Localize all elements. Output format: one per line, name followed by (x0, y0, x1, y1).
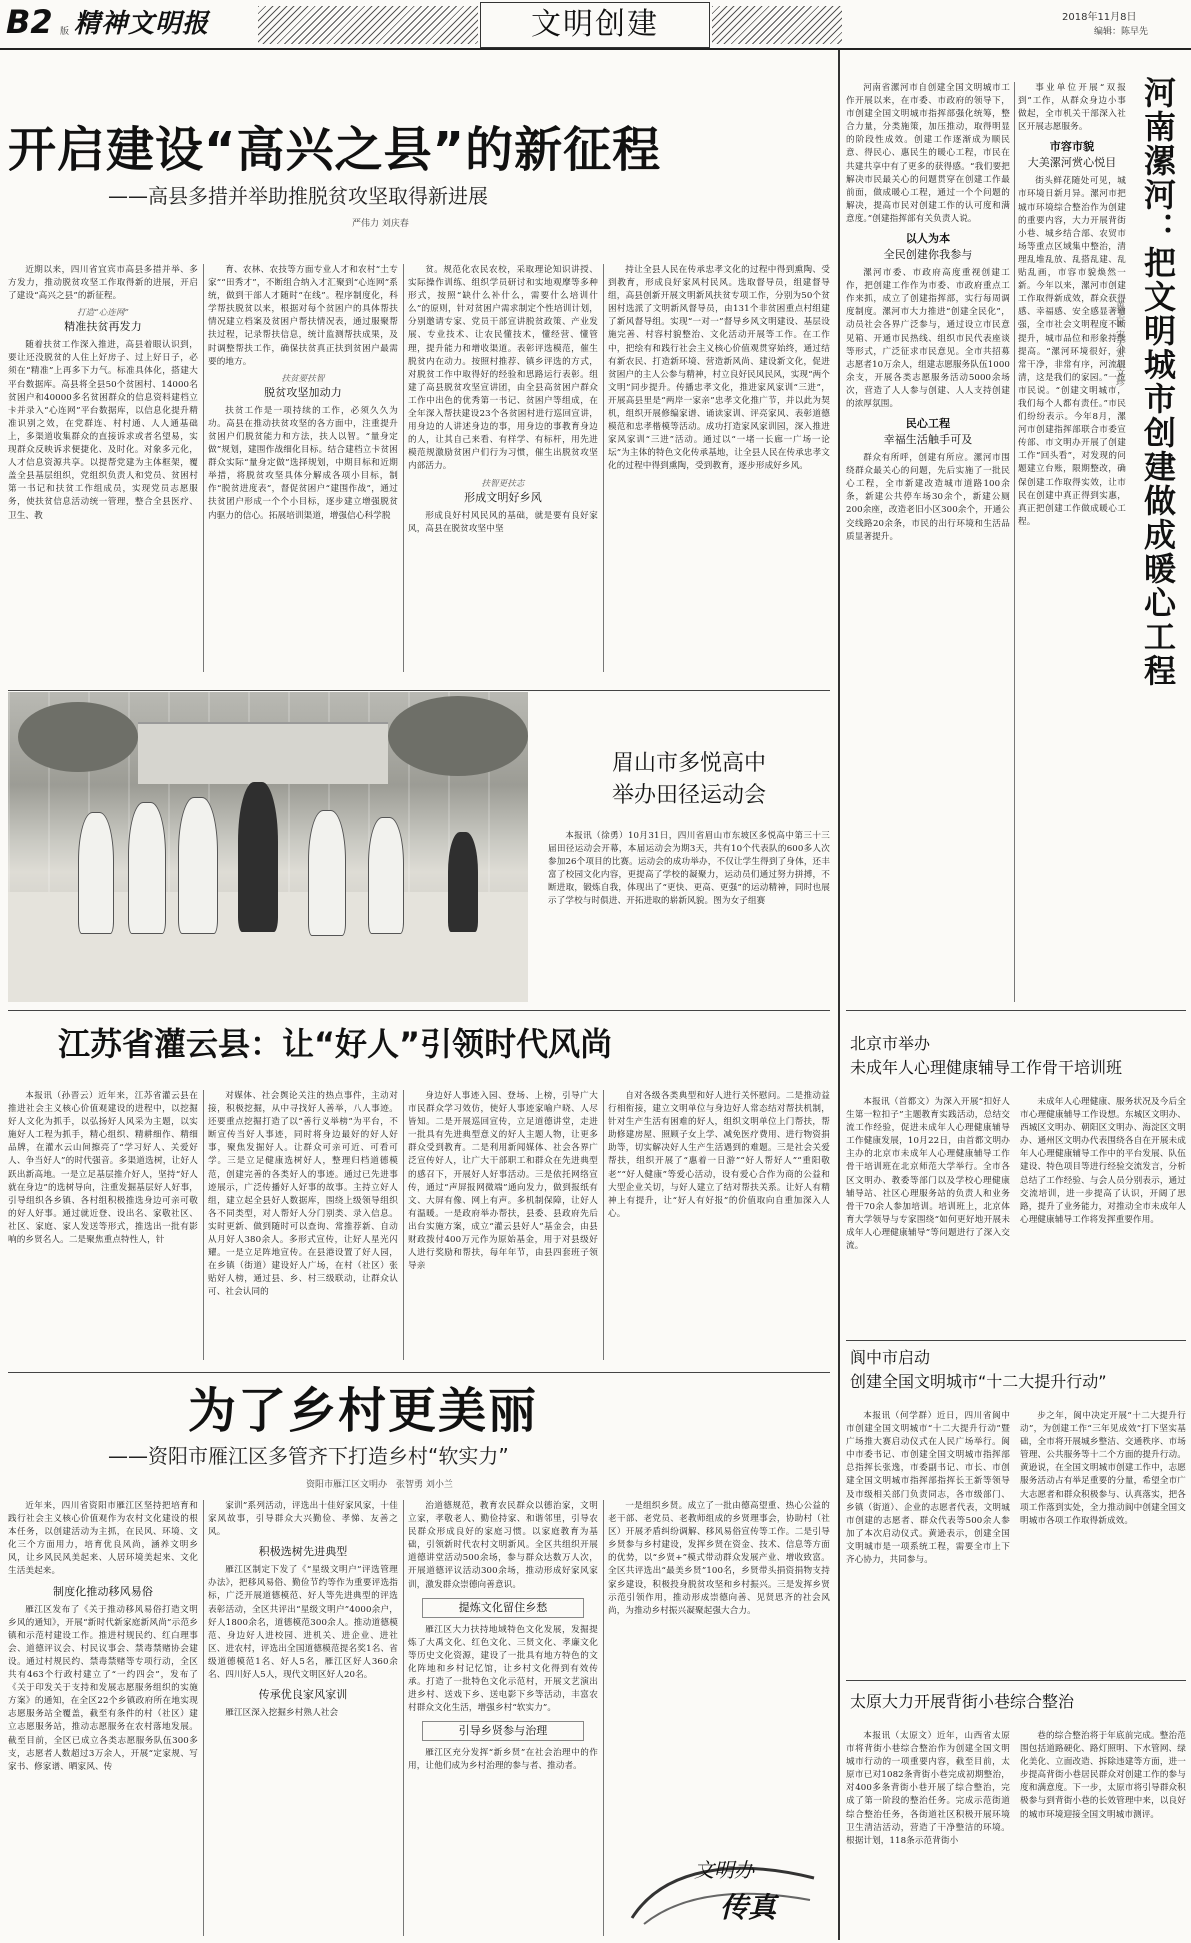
a3-bottom-rule (8, 1372, 830, 1373)
a2-bottom-rule (8, 1010, 830, 1011)
a4-col-4 (608, 1500, 830, 1836)
a3-col2-para: 对媒体、社会舆论关注的热点事件，主动对接，积极挖掘，从中寻找好人善举，八人事迹。还要重点挖掘打造了以“善行义举榜”为平台，不断宣传当好人事迹，同时将身边最好的好人好事，聚焦发掘好人。让群众可亲可近、可看可学。三是立足健康选树好人，整理归档道德模范，创建完善的各类好人的事迹。通过已先进事迹展示，广泛传播好人好事的故事。主持立好人组，建立起全县好人数据库，围绕上级领导组织各不同类型，对人帮好人分门别类、录入信息。实时更新、做到随时可以查询、常推荐新、自动从月好人380余人。多形式宣传，让好人星光闪耀。一是立足阵地宣传。在县港设置了好人园，在乡镇（街道）建设好人广场，在村（社区）张贴好人榜，通过县、乡、村三级联动，让群众认可、社会认同的 (208, 1091, 398, 1298)
a1-col2-para-b: 扶贫工作是一项持续的工作，必须久久为功。高县在推动扶贫攻坚的各方面中，注重提升贫困户们脱贫能力和方法，扶人以智。“量身定做”规划，建围作战细化目标。结合建档立卡贫困群众实际“量身定做”选择规划，中期目标和近期举措，将脱贫攻坚具体分解成各项小目标，制作“脱贫进度表”，督促贫困户“建围作战”，通过扶贫团户形成一个个小目标，逐步建立增强脱贫内驱力的信心。拓展培训渠道，增强信心科学脱 (208, 405, 398, 521)
side-col-1 (846, 82, 1010, 1002)
b1-col-1 (846, 1096, 1010, 1316)
a4-title: 为了乡村更美丽 (188, 1383, 539, 1439)
photo-runner (78, 812, 114, 934)
a2-title-line-1: 眉山市多悦高中 (611, 751, 766, 776)
a3-col-2 (208, 1090, 398, 1360)
side-subhead-1 (846, 231, 1010, 263)
page-number-text: B2 (6, 3, 53, 41)
a1-subhead-2-kicker: 扶贫要扶智 (281, 373, 325, 384)
a4-divider-2 (403, 1500, 404, 1936)
b2-title (850, 1346, 1186, 1394)
b3-col2-para: 巷的综合整治将于年底前完成。整治范围包括道路硬化、路灯照明、下水管网、绿化美化、立面改造、拆除违建等方面，进一步提高背街小巷居民群众对创建工作的参与度和满意度。下一步，太原市将引导群众积极参与到背街小巷的长效管理中来，以良好的城市环境迎接全国文明城市测评。 (1020, 1731, 1186, 1820)
a1-subhead-3-text: 形成文明好乡风 (464, 490, 542, 504)
a2-top-rule (8, 690, 830, 691)
a4-subtitle: ——资阳市雁江区多管齐下打造乡村“软实力” (108, 1444, 509, 1468)
a2-body-para: 本报讯（徐勇）10月31日，四川省眉山市东坡区多悦高中第三十三届田径运动会开幕，本届运动会为期3天，共有10个代表队的600多人次参加26个项目的比赛。运动会的成功举办，不仅让学生得到了身体，还丰富了校园文化内容，更提高了学校的凝聚力，运动员们通过努力拼搏，不断进取，锻炼自我，体现出了“更快、更高、更强”的运动精神，同时也展示了学校与时俱进、开拓进取的崭新风貌。图为女子组赛 (548, 831, 830, 907)
a4-subhead-4: 提炼文化留住乡愁 (422, 1598, 584, 1618)
side-byline: 黄卫民 宋天宏 胡文珍 (1114, 300, 1124, 387)
a1-subhead-1 (8, 308, 198, 335)
side-headline: 河南漯河：把文明城市创建做成暖心工程 (1139, 76, 1177, 688)
a1-col3-para: 贫。规范化农民农校，采取理论知识讲授、实际操作训练、组织学员研讨和实地观摩等多种形式，按照“缺什么补什么，需要什么培训什么”的原则，针对贫困户需求制定个性培训计划，分别邀请专家、党员干部宣讲脱贫政策、产业发展、专业技术、让农民懂技术，懂经营、懂管理，提升能力和增收渠道。表彰评选模范，催生脱贫内在动力。按照村推荐、镇乡评选的方式，对脱贫工作中取得好的经验和思路运行表彰。组建了高县脱贫攻坚宣讲团，由全县高贫困户群众工作中出色的优秀第一书记、贫困户等组成，在全年深入帮扶建设23个各贫困村进行巡回宣讲，用身边的人讲述身边的事，用身边的事教育身边的人，让其自己来看、有样学、有标杆，用先进模范规激励贫困户们行为习惯，催生出脱贫攻坚内部活力。 (408, 265, 598, 472)
a3-divider-1 (203, 1090, 204, 1360)
photo-runner (308, 810, 346, 936)
photo-tree (388, 696, 528, 776)
masthead-rule (0, 48, 1191, 50)
a1-col-3 (408, 264, 598, 672)
a1-byline: 严伟力 刘庆春 (352, 219, 409, 229)
a4-col2-para: 家训”系列活动，评选出十佳好家风家，十佳家风故事，引导群众大兴勤俭、孝悌、友善之风。 (208, 1501, 398, 1538)
a1-subtitle: ——高县多措并举助推脱贫攻坚取得新进展 (108, 184, 488, 208)
logo-text-2: 传真 (720, 1891, 777, 1924)
a1-subhead-1-kicker: 打造“心连网” (77, 308, 129, 319)
a4-subhead-5: 引导乡贤参与治理 (422, 1721, 584, 1741)
a1-col4-para: 持让全县人民在传承忠孝文化的过程中得到熏陶、受到教育，形成良好家风村民风。选取督导员，组建督导组，高县创新开展文明新风扶贫专项工作，分别为50个贫困村选派了文明新风督导员，由131个非贫困重点村组建了新风督导组。实现“一对一”督导乡风文明建设、基层设施完善、村容村貌整治、文化活动开展等工作。在工作中，把绘有和践行社会主义核心价值观贯穿始终，通过结有新农民、打造新环境、营造新风尚、建设新文化，促进贫困户的主人公参与精神，村立良好民风民风，实现“两个文明”同步提升。传播忠孝文化，推进家风家训“三进”，开展高县里是“两岸一家亲”忠孝文化推广节，并以此为契机，组织开展修编家谱、诵读家训、评亮家风、表彰道德模范和忠孝楷模等活动。成功打造家风家训园，深入推进家风家训“三进”活动。通过以“一堵一长廊一广场一论坛”为主体的特色文化传承基地，让全县人民在传承忠孝文化的过程中得到熏陶，受到教育，逐步形成好乡风。 (608, 265, 830, 472)
section-title-box (480, 2, 710, 48)
a2-title-line-2: 举办田径运动会 (611, 783, 766, 808)
b1-title (850, 1032, 1186, 1080)
a1-subhead-3 (408, 479, 598, 506)
a4-col1-para: 近年来，四川省资阳市雁江区坚持把培育和践行社会主义核心价值观作为农村文化建设的根本任务，以创建活动为主抓，在民风、环境、文化三个方面用力，培育优良风尚，涵养文明乡风，让乡风民风美起来、人居环境美起来、文化生活美起来。 (8, 1501, 198, 1577)
a4-col2-para-b: 雁江区制定下发了《“星级文明户”评选管理办法》，把移风易俗、勤俭节约等作为重要评选指标，广泛开展道德模范、好人等先进典型的评选表彰活动，全区共评出“星级文明户”4000余户，好人1800余名，道德模范300余人。推动道德模范、身边好人进校园、进机关、进企业、进社区、进农村，评选出全国道德模范提名奖1名、省级道德模范1名、好人5名，雁江区好人360余名、四川好人5人，现代文明区好人20名。 (208, 1565, 398, 1681)
b2-title-line-2: 创建全国文明城市“十二大提升行动” (850, 1372, 1107, 1391)
a2-body (548, 830, 830, 1002)
b1-col-2 (1020, 1096, 1186, 1316)
a4-col3-para-b: 雁江区大力扶持地域特色文化发展，发掘提炼了大禹文化、红色文化、三贤文化、孝廉文化等历史文化资源，建设了一批具有地方特色的文化阵地和乡村记忆馆，让乡村文化得到有效传承。打造了一批特色文化示范村，开展文艺演出进乡村、送戏下乡、送电影下乡等活动，丰富农村群众文化生活，增强乡村“软实力”。 (408, 1624, 598, 1714)
a3-col4-para: 自对各级各类典型和好人进行关怀慰问。二是推动益行相衔接，建立文明单位与身边好人常态结对帮扶机制，针对生产生活有困难的好人，组织文明单位上门帮扶，帮助修建房屋、照顾子女上学、减免医疗费用、进行物资捐助等，切实解决好人生产生活遇到的难题。三是社会关爱帮扶，组织开展了“惠着一日游”“好人帮好人”“重阳敬老”“好人健康”等爱心活动，设有爱心合作为商的公益和大型企业关切，与好人建立了结对帮扶关系。让好人有精神上有提升，让“好人有好报”的价值取向自重加深入人心。 (608, 1091, 830, 1219)
a4-col2-para-c: 雁江区深入挖掘乡村熟人社会 (225, 1708, 339, 1719)
side-subhead-3 (1018, 139, 1126, 171)
b3-title: 太原大力开展背街小巷综合整治 (850, 1692, 1075, 1711)
side-col1-para-b: 漯河市委、市政府高度重视创建工作，把创建工作作为市委、市政府重点工作来抓，成立了创建指挥部，实行每周调度制度。漯河市大力推进“创建全民化”，动员社会各界广泛参与，通过设立市民意见箱、开通市民热线、组织市民代表座谈等形式，广泛征求市民意见。全市共招募志愿者10万余人，组建志愿服务队伍1000余支，开展各类志愿服务活动5000余场次，营造了人人参与创建、人人支持创建的浓厚氛围。 (846, 268, 1010, 409)
side-subhead-1-title: 以人为本 (905, 232, 951, 246)
a1-subhead-2-text: 脱贫攻坚加动力 (264, 385, 342, 399)
a4-col-2 (208, 1500, 398, 1936)
page-suffix: 版 (60, 27, 70, 37)
side-subhead-3-title: 市容市貌 (1049, 140, 1095, 154)
a1-divider-3 (603, 264, 604, 672)
b1-title-line-2: 未成年人心理健康辅导工作骨干培训班 (850, 1058, 1123, 1077)
b2-col1-para: 本报讯（何学群）近日，四川省阆中市创建全国文明城市“十二大提升行动”暨广场推大赛启动仪式在人民广场举行。阆中市委书记、市创建全国文明城市指挥部总指挥长张逸，市委副书记、市长、市创建全国文明城市指挥部指挥长王新等领导及市级相关部门负责同志，各市级部门、乡镇（街道）、企业的志愿者代表，文明城市创建的志愿者、群众代表等500余人参加了本次启动仪式。黄逊表示，创建全国文明城市是一项系统工程，需要全市上下齐心协力，共同参与。 (846, 1411, 1010, 1566)
a3-col-1 (8, 1090, 198, 1360)
a3-divider-2 (403, 1090, 404, 1360)
photo-runner (238, 782, 278, 932)
a1-col1-para: 近期以来，四川省宜宾市高县多措并举、多方发力，推动脱贫攻坚工作取得新的进展，开启了建设“高兴之县”的新征程。 (8, 265, 198, 302)
a1-subhead-3-kicker: 扶智更扶志 (481, 478, 525, 489)
a1-col-2 (208, 264, 398, 672)
side-divider (1014, 82, 1015, 1002)
section-title: 文明创建 (531, 7, 659, 42)
photo-runner (368, 817, 404, 934)
a4-col3-para-c: 雁江区充分发挥“新乡贤”在社会治理中的作用，让他们成为乡村治理的参与者、推动者。 (408, 1748, 598, 1772)
photo-runner (128, 802, 166, 934)
a3-col-3 (408, 1090, 598, 1360)
a3-col-4 (608, 1090, 830, 1360)
b1-title-line-1: 北京市举办 (850, 1034, 931, 1053)
a1-col1-para-b: 随着扶贫工作深入推进，高县着眼认识到，要让还没脱贫的人住上好房子、过上好日子，必须在“精准”上再多下力气。标准具体化，搭建大平台数据库。高县将全县50个贫困村、14000名贫困户和40000多名贫困群众的信息资料建档立卡并录入“心连网”平台数据库，以信息化提升精准识别之效，在党群连、村村通、人人通基础上，多渠道收集群众的直接诉求或者名望易，实现群众反映诉求便捷化、及时化。对象多元化，人才信息资源共享。以提帮党建为主体框架，覆盖全县基层组织，党组织负责人和党员、贫困村第一书记和扶贫工作组成员，实现党员志愿服务，使扶贫信息活动统一管理，整合全县医疗、卫生、教 (8, 340, 198, 521)
a4-divider-1 (203, 1500, 204, 1936)
b3-col-2 (1020, 1730, 1186, 1936)
b3-col1-para: 本报讯（太原文）近年，山西省太原市将背街小巷综合整治作为创建全国文明城市行动的一项重要内容，截至目前，太原市已对1082条背街小巷完成初期整治，对400多条背街小巷开展了综合整治，完成了第一阶段的整治任务。完成示范街道综合整治任务，各街道社区积极开展环境卫生清洁活动，营造了干净整洁的环境。根据计划，118条示范背街小 (846, 1731, 1010, 1846)
a1-divider-1 (203, 264, 204, 672)
b2-col-1 (846, 1410, 1010, 1670)
a4-col4-para: 一是组织乡贤。成立了一批由德高望重、热心公益的老干部、老党员、老教师组成的乡贤理事会，协助村（社区）开展矛盾纠纷调解、移风易俗宣传等工作。二是引导乡贤参与乡村建设，发挥乡贤在资金、技术、信息等方面的优势，以“乡贤+”模式带动群众发展产业、增收致富。全区共评选出“最美乡贤”100名，乡贤带头捐资捐物支持家乡建设，积极投身脱贫攻坚和乡村振兴。三是发挥乡贤示范引领作用，推动形成崇德向善、见贤思齐的社会风尚，为推动乡村振兴凝聚起强大合力。 (608, 1501, 830, 1616)
issue-date: 2018年11月8日 (1062, 12, 1137, 23)
a1-col3-para-b: 形成良好村风民风的基础，就是要有良好家风，高县在脱贫攻坚中坚 (408, 510, 598, 534)
b3-top-rule (846, 1680, 1186, 1681)
section-hatch (258, 6, 478, 44)
side-subhead-1-sub: 全民创建你我参与 (883, 248, 973, 262)
logo-text-1: 文明办 (694, 1858, 754, 1882)
page-number (6, 2, 66, 44)
photo-building (138, 722, 388, 784)
b1-col2-para: 未成年人心理健康、服务状况及今后全市心理健康辅导工作设想。东城区文明办、西城区文明办、朝阳区文明办、海淀区文明办、通州区文明办代表围绕各自在开展未成年人心理健康辅导工作中的平台发展、队伍建设、特色项目等进行经验交流发言，分析总结了工作经验、与会人员分别表示，通过交流培训，进一步提高了认识，开阔了思路，提升了业务能力，对推动全市未成年人心理健康辅导工作将发挥重要作用。 (1020, 1097, 1186, 1225)
a4-col-1 (8, 1500, 198, 1936)
a3-divider-3 (603, 1090, 604, 1360)
side-subhead-2-title: 民心工程 (905, 417, 951, 431)
b2-top-rule (846, 1340, 1186, 1341)
paper-name: 精神文明报 (74, 9, 210, 39)
a4-divider-3 (603, 1500, 604, 1936)
photo-tree (18, 702, 138, 772)
a4-col-3 (408, 1500, 598, 1936)
a1-col2-para: 育、农林、农技等方面专业人才和农村“土专家”“田秀才”，不断组合纳入才汇聚到“心连网”系统，做到干部人才随时“在线”。程序制度化，科学帮扶脱贫以来，根据对每个贫困户的具体帮扶情况建立档案及贫困户帮扶情况表，通过服聚帮扶过程，记录帮扶信息，统计监测帮扶成果，及时调整帮扶工作，确保扶贫真正扶到贫困户最需要的地方。 (208, 265, 398, 367)
b2-col-2 (1020, 1410, 1186, 1670)
sports-meet-photo (8, 692, 528, 1002)
side-col2-para-b: 街头鲜花随处可见，城市环境日新月异。漯河市把城市环境综合整治作为创建的重要内容，大力开展背街小巷、城乡结合部、农贸市场等重点区域集中整治，清理乱堆乱放、乱搭乱建、乱贴乱画，市容市貌焕然一新。今年以来，漯河市创建工作取得新成效，群众获得感、幸福感、安全感显著增强，全市社会文明程度不断提升，城市品位和形象持续提高。“漯河环境很好，非常干净，非常有序，河流很清，这是我们的家园。”一位市民说。“创建文明城市，我们每个人都有责任。”市民们纷纷表示。今年8月，漯河市创建指挥部联合市委宣传部、市文明办开展了创建工作“回头看”，对发现的问题建立台账，限期整改，确保创建工作取得实效，让市民在创建中真正得到实惠，真正把创建工作做成暖心工程。 (1018, 176, 1126, 527)
a1-subhead-1-text: 精准扶贫再发力 (64, 320, 142, 334)
side-subhead-2-sub: 幸福生活触手可及 (883, 433, 973, 447)
a3-col3-para: 身边好人事迹入园、登场、上榜，引导广大市民群众学习效仿，使好人事迹家喻户晓、人尽皆知。二是开展巡回宣传，立足道德讲堂，走进一批具有先进典型意义的好人主题人物，让更多群众受到教育。二是利用新闻媒体、社会各界广泛宣传好人，让广大干部职工和群众在先进典型的感召下，开展好人好事活动。三是依托网络宣传，通过“声屏报网微端”通向发力，做到报纸有文、大屏有像、网上有声。多机制保障，让好人有温暖。一是政府举办帮扶，县委、县政府先后出台实施方案，成立“灌云县好人”基金会，由县财政拨付400万元作为原始基金，用于对县级好人进行奖励和帮扶，每年年节，由县四套班子领导亲 (408, 1091, 598, 1272)
a2-title (548, 748, 830, 812)
editor-credit: 编辑：陈早先 (1094, 27, 1149, 37)
side-col1-para-c: 群众有所呼，创建有所应。漯河市围绕群众最关心的问题，先后实施了一批民心工程，全市新建改造城市道路100余条，新建公共停车场30余个，新建公厕200余座，改造老旧小区300余个，开通公交线路20余条，市民的出行环境和生活品质显著提升。 (846, 453, 1010, 542)
a4-subhead-1: 制度化推动移风易俗 (53, 1584, 153, 1598)
b2-title-line-1: 阆中市启动 (850, 1348, 931, 1367)
section-hatch-right (712, 6, 842, 44)
b1-col1-para: 本报讯（首都文）为深入开展“扣好人生第一粒扣子”主题教育实践活动，总结交流工作经验，促进未成年人心理健康辅导工作健康发展，10月22日，由首都文明办主办的北京市未成年人心理健康辅导工作骨干培训班在北京师范大学举行。全市各区文明办、教委等部门以及学校心理健康辅导站、社区心理服务站的负责人和业务骨干70余人参加培训。培训班上，北京体育大学领导与专家围绕“如何更好地开展未成年人心理健康辅导”等问题进行了深入交流。 (846, 1097, 1010, 1252)
b2-col2-para: 步之年，阆中决定开展“十二大提升行动”，为创建工作“三年见成效”打下坚实基础，全市将开展城乡整洁、交通秩序、市场管理、公共服务等十二个方面的提升行动。黄逊说，在全国文明城市创建工作中，志愿服务活动占有举足重要的分量，希望全市广大志愿者和群众积极参与、认真落实，把各项工作落到实处，全力推动阆中创建全国文明城市各项工作取得新成效。 (1020, 1411, 1186, 1526)
a4-byline: 资阳市雁江区文明办 张智勇 刘小兰 (306, 1480, 453, 1490)
photo-runner (178, 797, 218, 934)
a1-col-1 (8, 264, 198, 672)
a4-col1-para-b: 雁江区发布了《关于推动移风易俗打造文明乡风的通知》，开展“新时代新家庭新风尚”示范乡镇和示范村建设工作。推进村规民约、红白理事会、道德评议会、村民议事会、禁毒禁赌协会建设。通过村规民约、禁毒禁赌等专项行动，全区共有463个行政村建立了“一约四会”，发布了《关于印发关于支持和发展志愿服务组织的实施方案》的通知，在全区22个乡镇政府所在地实现志愿服务站全覆盖，截至有条件的村（社区）建立志愿服务站，推动志愿服务在农村落地发展。截至目前，全区已成立各类志愿服务队伍300多支，志愿者人数超过3万余人，开展“定家规、写家书、修家谱、晒家风、传 (8, 1604, 198, 1772)
wenming-fax-logo (624, 1848, 824, 1932)
a4-subhead-3: 传承优良家风家训 (258, 1688, 348, 1702)
b3-col-1 (846, 1730, 1010, 1936)
sidebar-divider (838, 50, 840, 1940)
side-subhead-3-sub: 大美漯河赏心悦目 (1027, 156, 1117, 170)
a1-subhead-2 (208, 374, 398, 401)
a4-col3-para: 治道德规范，教育农民群众以德治家，文明立家，孝敬老人、勤俭持家、和谐邻里，引导农民群众形成良好的家庭习惯。以家庭教育为基础，引领新时代农村文明新风。全区共组织开展道德讲堂活动500余场，参与群众达数万人次，开展道德评议活动300余场，推动形成好家风家训，激发群众崇德向善意识。 (408, 1501, 598, 1590)
side-col-2 (1018, 82, 1126, 1002)
a3-title: 江苏省灌云县：让“好人”引领时代风尚 (58, 1025, 613, 1063)
b1-top-rule (846, 1010, 1186, 1011)
photo-runner (448, 832, 478, 932)
side-col1-para: 河南省漯河市自创建全国文明城市工作开展以来，在市委、市政府的领导下，市创建全国文明城市指挥部强化统筹，整合力量，分类施策，加压推动，取得明显的阶段性成效。创建工作逐渐成为顺民意、得民心、惠民生的暖心工程，市民在共建共享中有了更多的获得感。“我们要把解决市民最关心的问题贯穿在创建工作最前面，做成暖心工程，通过一个个问题的解决，提高市民对创建工作的认可度和满意度。”创建指挥部有关负责人说。 (846, 83, 1010, 224)
a3-col1-para: 本报讯（孙晋云）近年来，江苏省灌云县在推进社会主义核心价值观建设的进程中，以挖掘好人文化为抓手，以弘扬好人风采为主题，以实施好人工程为抓手，精心组织、精耕细作、精细品牌，在灌水云山间擦亮了“学习好人、关爱好人、争当好人”的时代强音。多渠道选树，让好人跃出新高地。一是立足基层推介好人，坚持“好人就在身边”的选树导向，注重发掘基层好人好事，引导组织各乡镇、各村组积极推选身边可亲可敬的好人好事。通过就近登、设出名、家敬社区、社区、家庭、家人发送等形式，推选出一批有影响的乡贤名人。二是聚焦重点特性人，针 (8, 1091, 198, 1246)
a1-title: 开启建设“高兴之县”的新征程 (8, 122, 662, 178)
side-subhead-2 (846, 416, 1010, 448)
a1-divider-2 (403, 264, 404, 672)
a4-subhead-2: 积极选树先进典型 (258, 1545, 348, 1559)
side-col2-para: 事业单位开展“双报到”工作，从群众身边小事做起，全市机关干部深入社区开展志愿服务。 (1018, 83, 1126, 133)
a1-col-4 (608, 264, 830, 672)
